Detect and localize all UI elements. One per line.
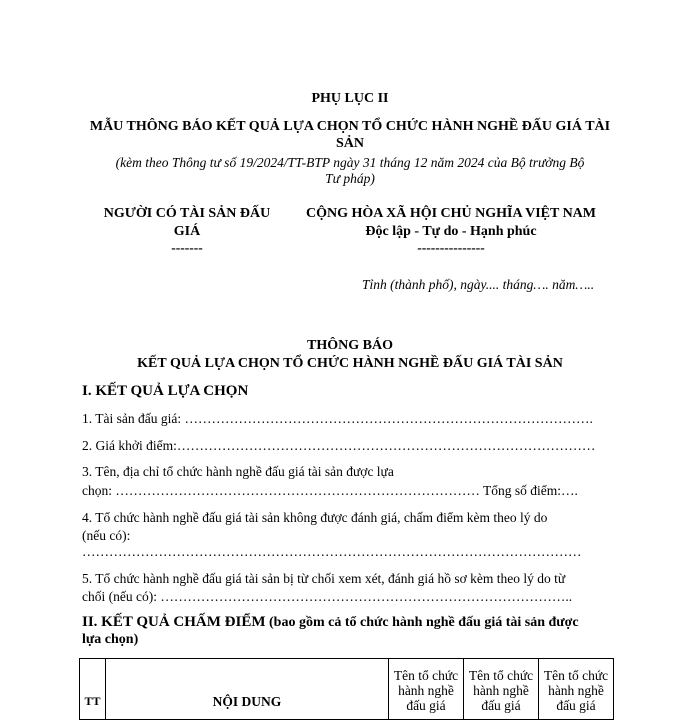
table-header-tt [80, 659, 106, 720]
section1-item3-line1: 3. Tên, địa chỉ tổ chức hành nghề đấu giá tài sản được lựa [82, 464, 394, 479]
section1-item5-line1: 5. Tổ chức hành nghề đấu giá tài sản bị từ chối xem xét, đánh giá hồ sơ kèm theo lý do từ [82, 571, 566, 586]
section1-heading: I. KẾT QUẢ LỰA CHỌN [82, 383, 249, 399]
section1-item2: 2. Giá khởi điểm:………………………………………………………………………………… [82, 438, 596, 453]
date-line: Tỉnh (thành phố), ngày.... tháng…. năm….. [362, 277, 595, 292]
table-header-row [80, 659, 614, 720]
org2-line1: Tên tổ chức [468, 668, 534, 683]
owner-label-line2: GIÁ [173, 224, 201, 239]
table-header-org-2 [464, 659, 539, 720]
score-table [79, 658, 614, 720]
section1-item5-line2: chối (nếu có): ……………………………………………………………………………….. [82, 589, 573, 604]
owner-label-line1: NGƯỜI CÓ TÀI SẢN ĐẤU [103, 206, 271, 221]
section1-item4-line3: ………………………………………………………………………………………………… [82, 544, 582, 559]
republic-name: CỘNG HÒA XÃ HỘI CHỦ NGHĨA VIỆT NAM [305, 206, 596, 221]
section2-heading [82, 614, 579, 631]
org1-line3: đấu giá [406, 698, 446, 713]
org2-line2: hành nghề [473, 683, 529, 698]
section1-item4-line2: (nếu có): [82, 528, 131, 543]
form-title-line2: SẢN [335, 136, 364, 151]
form-title-line1: MẪU THÔNG BÁO KẾT QUẢ LỰA CHỌN TỔ CHỨC HÀNH NGHỀ ĐẤU GIÁ TÀI [89, 119, 611, 134]
section2-heading-line2: lựa chọn) [82, 632, 139, 647]
appendix-title: PHỤ LỤC II [311, 91, 389, 106]
org2-line3: đấu giá [481, 698, 521, 713]
section2-heading-rest: (bao gồm cả tổ chức hành nghề đấu giá tài sản được [265, 615, 579, 630]
section1-item1: 1. Tài sản đấu giá: ………………………………………………………………………………. [82, 411, 593, 426]
table-header-content [106, 659, 389, 720]
org3-line1: Tên tổ chức [543, 668, 609, 683]
national-motto: Độc lập - Tự do - Hạnh phúc [365, 224, 537, 239]
subtitle-line1: (kèm theo Thông tư số 19/2024/TT-BTP ngày 31 tháng 12 năm 2024 của Bộ trưởng Bộ [115, 155, 585, 170]
notice-subtitle: KẾT QUẢ LỰA CHỌN TỔ CHỨC HÀNH NGHỀ ĐẤU GIÁ TÀI SẢN [137, 356, 563, 371]
table-header-org-3 [539, 659, 614, 720]
subtitle-line2: Tư pháp) [325, 171, 375, 186]
owner-divider: ------- [171, 240, 203, 255]
org1-line2: hành nghề [398, 683, 454, 698]
org1-line1: Tên tổ chức [393, 668, 459, 683]
org3-line3: đấu giá [556, 698, 596, 713]
table-header-tt-label: TT [84, 694, 101, 708]
motto-divider: --------------- [417, 240, 485, 255]
table-header-org-1 [389, 659, 464, 720]
section2-heading-bold: II. KẾT QUẢ CHẤM ĐIỂM [82, 614, 266, 630]
notice-title: THÔNG BÁO [307, 338, 393, 353]
org3-line2: hành nghề [548, 683, 604, 698]
table-header-content-label: NỘI DUNG [212, 694, 282, 709]
section1-item4-line1: 4. Tổ chức hành nghề đấu giá tài sản không được đánh giá, chấm điểm kèm theo lý do [82, 510, 548, 525]
section1-item3-line2: chọn: ……………………………………………………………………… Tổng số điểm:…. [82, 483, 578, 498]
